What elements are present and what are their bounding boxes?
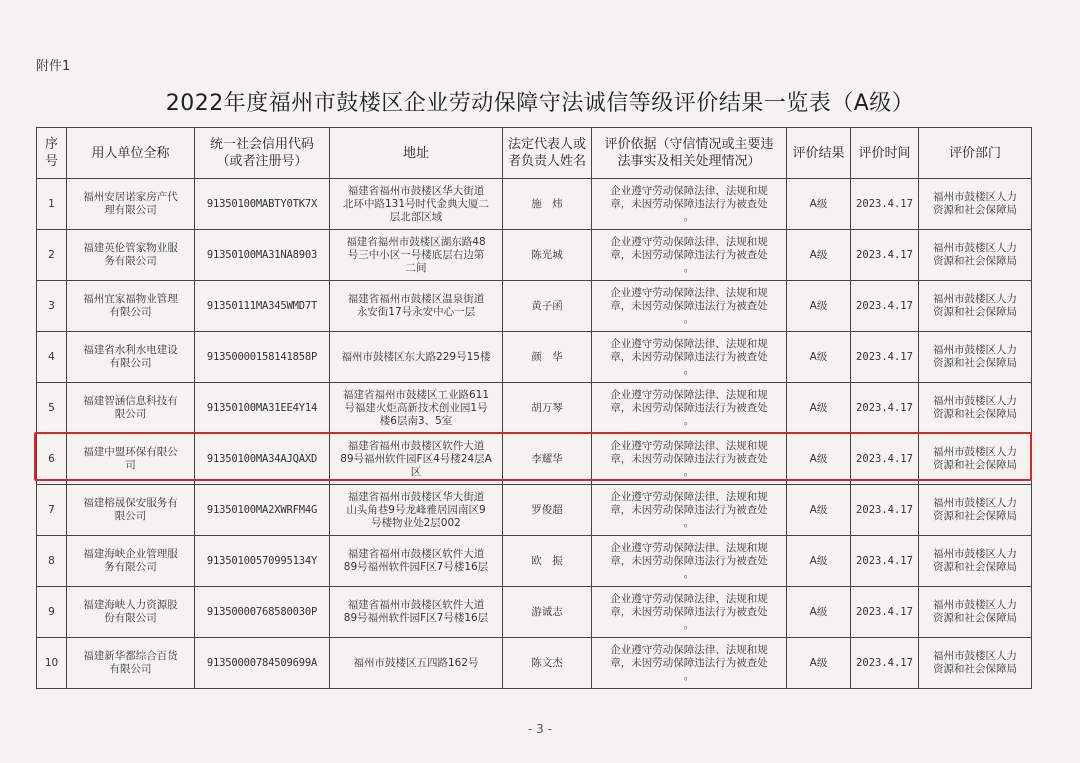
evaluation-time: 2023.4.17 xyxy=(851,332,919,383)
evaluation-basis: 企业遵守劳动保障法律、法规和规 章，未因劳动保障违法行为被查处 。 xyxy=(592,179,787,230)
evaluation-result: A级 xyxy=(787,587,851,638)
header-no: 序号 xyxy=(37,128,67,179)
evaluation-department: 福州市鼓楼区人力 资源和社会保障局 xyxy=(919,281,1032,332)
credit-code: 91350000158141858P xyxy=(195,332,330,383)
representative: 黄子函 xyxy=(503,281,592,332)
representative: 游诚志 xyxy=(503,587,592,638)
evaluation-result: A级 xyxy=(787,230,851,281)
header-result: 评价结果 xyxy=(787,128,851,179)
address: 福州市鼓楼区五四路162号 xyxy=(330,638,503,689)
evaluation-basis: 企业遵守劳动保障法律、法规和规 章，未因劳动保障违法行为被查处 。 xyxy=(592,587,787,638)
credit-code: 91350100MA34AJQAXD xyxy=(195,434,330,485)
row-number: 9 xyxy=(37,587,67,638)
table-row xyxy=(37,179,1032,230)
credit-code: 91350100MA31EE4Y14 xyxy=(195,383,330,434)
evaluation-department: 福州市鼓楼区人力 资源和社会保障局 xyxy=(919,536,1032,587)
table-row xyxy=(37,230,1032,281)
evaluation-result: A级 xyxy=(787,281,851,332)
evaluation-time: 2023.4.17 xyxy=(851,179,919,230)
evaluation-basis: 企业遵守劳动保障法律、法规和规 章，未因劳动保障违法行为被查处 。 xyxy=(592,434,787,485)
address: 福建省福州市鼓楼区工业路611 号福建火炬高新技术创业园1号 楼6层南3、5室 xyxy=(330,383,503,434)
results-table xyxy=(36,127,1032,689)
evaluation-time: 2023.4.17 xyxy=(851,587,919,638)
credit-code: 91350100MA31NA8903 xyxy=(195,230,330,281)
evaluation-time: 2023.4.17 xyxy=(851,434,919,485)
evaluation-department: 福州市鼓楼区人力 资源和社会保障局 xyxy=(919,332,1032,383)
page-number: - 3 - xyxy=(528,722,552,736)
row-number: 5 xyxy=(37,383,67,434)
company-name: 福建省水利水电建设 有限公司 xyxy=(67,332,195,383)
table-row xyxy=(37,638,1032,689)
credit-code: 91350100MABTY0TK7X xyxy=(195,179,330,230)
highlight-box xyxy=(34,432,1032,481)
address: 福建省福州市鼓楼区温泉街道 永安街17号永安中心一层 xyxy=(330,281,503,332)
evaluation-basis: 企业遵守劳动保障法律、法规和规 章，未因劳动保障违法行为被查处 。 xyxy=(592,332,787,383)
evaluation-time: 2023.4.17 xyxy=(851,281,919,332)
evaluation-basis: 企业遵守劳动保障法律、法规和规 章，未因劳动保障违法行为被查处 。 xyxy=(592,383,787,434)
row-number: 2 xyxy=(37,230,67,281)
evaluation-department: 福州市鼓楼区人力 资源和社会保障局 xyxy=(919,383,1032,434)
evaluation-basis: 企业遵守劳动保障法律、法规和规 章，未因劳动保障违法行为被查处 。 xyxy=(592,281,787,332)
address: 福建省福州市鼓楼区软件大道 89号福州软件园F区7号楼16层 xyxy=(330,536,503,587)
attachment-label: 附件1 xyxy=(36,59,71,74)
header-code: 统一社会信用代码 （或者注册号） xyxy=(195,128,330,179)
evaluation-result: A级 xyxy=(787,332,851,383)
company-name: 福建中盟环保有限公 司 xyxy=(67,434,195,485)
header-representative: 法定代表人或 者负责人姓名 xyxy=(503,128,592,179)
evaluation-department: 福州市鼓楼区人力 资源和社会保障局 xyxy=(919,230,1032,281)
evaluation-basis: 企业遵守劳动保障法律、法规和规 章，未因劳动保障违法行为被查处 。 xyxy=(592,638,787,689)
representative: 施 炜 xyxy=(503,179,592,230)
address: 福建省福州市鼓楼区华大街道 北环中路131号时代金典大厦二 层北部区域 xyxy=(330,179,503,230)
representative: 陈文杰 xyxy=(503,638,592,689)
representative: 颜 华 xyxy=(503,332,592,383)
evaluation-result: A级 xyxy=(787,485,851,536)
evaluation-result: A级 xyxy=(787,434,851,485)
evaluation-department: 福州市鼓楼区人力 资源和社会保障局 xyxy=(919,485,1032,536)
address: 福建省福州市鼓楼区湖东路48 号三中小区一号楼底层右边第 二间 xyxy=(330,230,503,281)
credit-code: 91350000784509699A xyxy=(195,638,330,689)
evaluation-basis: 企业遵守劳动保障法律、法规和规 章，未因劳动保障违法行为被查处 。 xyxy=(592,485,787,536)
company-name: 福建智涵信息科技有 限公司 xyxy=(67,383,195,434)
company-name: 福州安居诺家房产代 理有限公司 xyxy=(67,179,195,230)
row-number: 10 xyxy=(37,638,67,689)
table-row xyxy=(37,332,1032,383)
evaluation-department: 福州市鼓楼区人力 资源和社会保障局 xyxy=(919,638,1032,689)
representative: 欧 振 xyxy=(503,536,592,587)
table-row xyxy=(37,587,1032,638)
evaluation-department: 福州市鼓楼区人力 资源和社会保障局 xyxy=(919,434,1032,485)
company-name: 福建海峡企业管理服 务有限公司 xyxy=(67,536,195,587)
company-name: 福建新华都综合百货 有限公司 xyxy=(67,638,195,689)
row-number: 4 xyxy=(37,332,67,383)
address: 福建省福州市鼓楼区软件大道 89号福州软件园F区7号楼16层 xyxy=(330,587,503,638)
address: 福州市鼓楼区东大路229号15楼 xyxy=(330,332,503,383)
row-number: 7 xyxy=(37,485,67,536)
evaluation-result: A级 xyxy=(787,383,851,434)
table-row xyxy=(37,485,1032,536)
company-name: 福州宜家福物业管理 有限公司 xyxy=(67,281,195,332)
page-title: 2022年度福州市鼓楼区企业劳动保障守法诚信等级评价结果一览表（A级） xyxy=(165,91,915,116)
header-time: 评价时间 xyxy=(851,128,919,179)
table-row xyxy=(37,383,1032,434)
representative: 陈光城 xyxy=(503,230,592,281)
representative: 胡万琴 xyxy=(503,383,592,434)
header-department: 评价部门 xyxy=(919,128,1032,179)
evaluation-time: 2023.4.17 xyxy=(851,536,919,587)
company-name: 福建英伦管家物业服 务有限公司 xyxy=(67,230,195,281)
header-basis: 评价依据（守信情况或主要违 法事实及相关处理情况） xyxy=(592,128,787,179)
evaluation-time: 2023.4.17 xyxy=(851,230,919,281)
evaluation-time: 2023.4.17 xyxy=(851,638,919,689)
evaluation-basis: 企业遵守劳动保障法律、法规和规 章，未因劳动保障违法行为被查处 。 xyxy=(592,536,787,587)
credit-code: 91350100MA2XWRFM4G xyxy=(195,485,330,536)
evaluation-result: A级 xyxy=(787,638,851,689)
evaluation-time: 2023.4.17 xyxy=(851,383,919,434)
table-header-row xyxy=(37,128,1032,179)
company-name: 福建榕晟保安服务有 限公司 xyxy=(67,485,195,536)
evaluation-basis: 企业遵守劳动保障法律、法规和规 章，未因劳动保障违法行为被查处 。 xyxy=(592,230,787,281)
row-number: 3 xyxy=(37,281,67,332)
evaluation-result: A级 xyxy=(787,179,851,230)
header-address: 地址 xyxy=(330,128,503,179)
company-name: 福建海峡人力资源股 份有限公司 xyxy=(67,587,195,638)
evaluation-department: 福州市鼓楼区人力 资源和社会保障局 xyxy=(919,179,1032,230)
credit-code: 91350111MA345WMD7T xyxy=(195,281,330,332)
representative: 罗俊超 xyxy=(503,485,592,536)
row-number: 8 xyxy=(37,536,67,587)
address: 福建省福州市鼓楼区华大街道 山头角巷9号龙峰雅居园南区9 号楼物业处2层002 xyxy=(330,485,503,536)
row-number: 6 xyxy=(37,434,67,485)
credit-code: 91350000768580030P xyxy=(195,587,330,638)
header-company: 用人单位全称 xyxy=(67,128,195,179)
row-number: 1 xyxy=(37,179,67,230)
table-row xyxy=(37,536,1032,587)
evaluation-time: 2023.4.17 xyxy=(851,485,919,536)
representative: 李耀华 xyxy=(503,434,592,485)
address: 福建省福州市鼓楼区软件大道 89号福州软件园F区4号楼24层A 区 xyxy=(330,434,503,485)
credit-code: 91350100570995134Y xyxy=(195,536,330,587)
table-row xyxy=(37,281,1032,332)
evaluation-result: A级 xyxy=(787,536,851,587)
evaluation-department: 福州市鼓楼区人力 资源和社会保障局 xyxy=(919,587,1032,638)
